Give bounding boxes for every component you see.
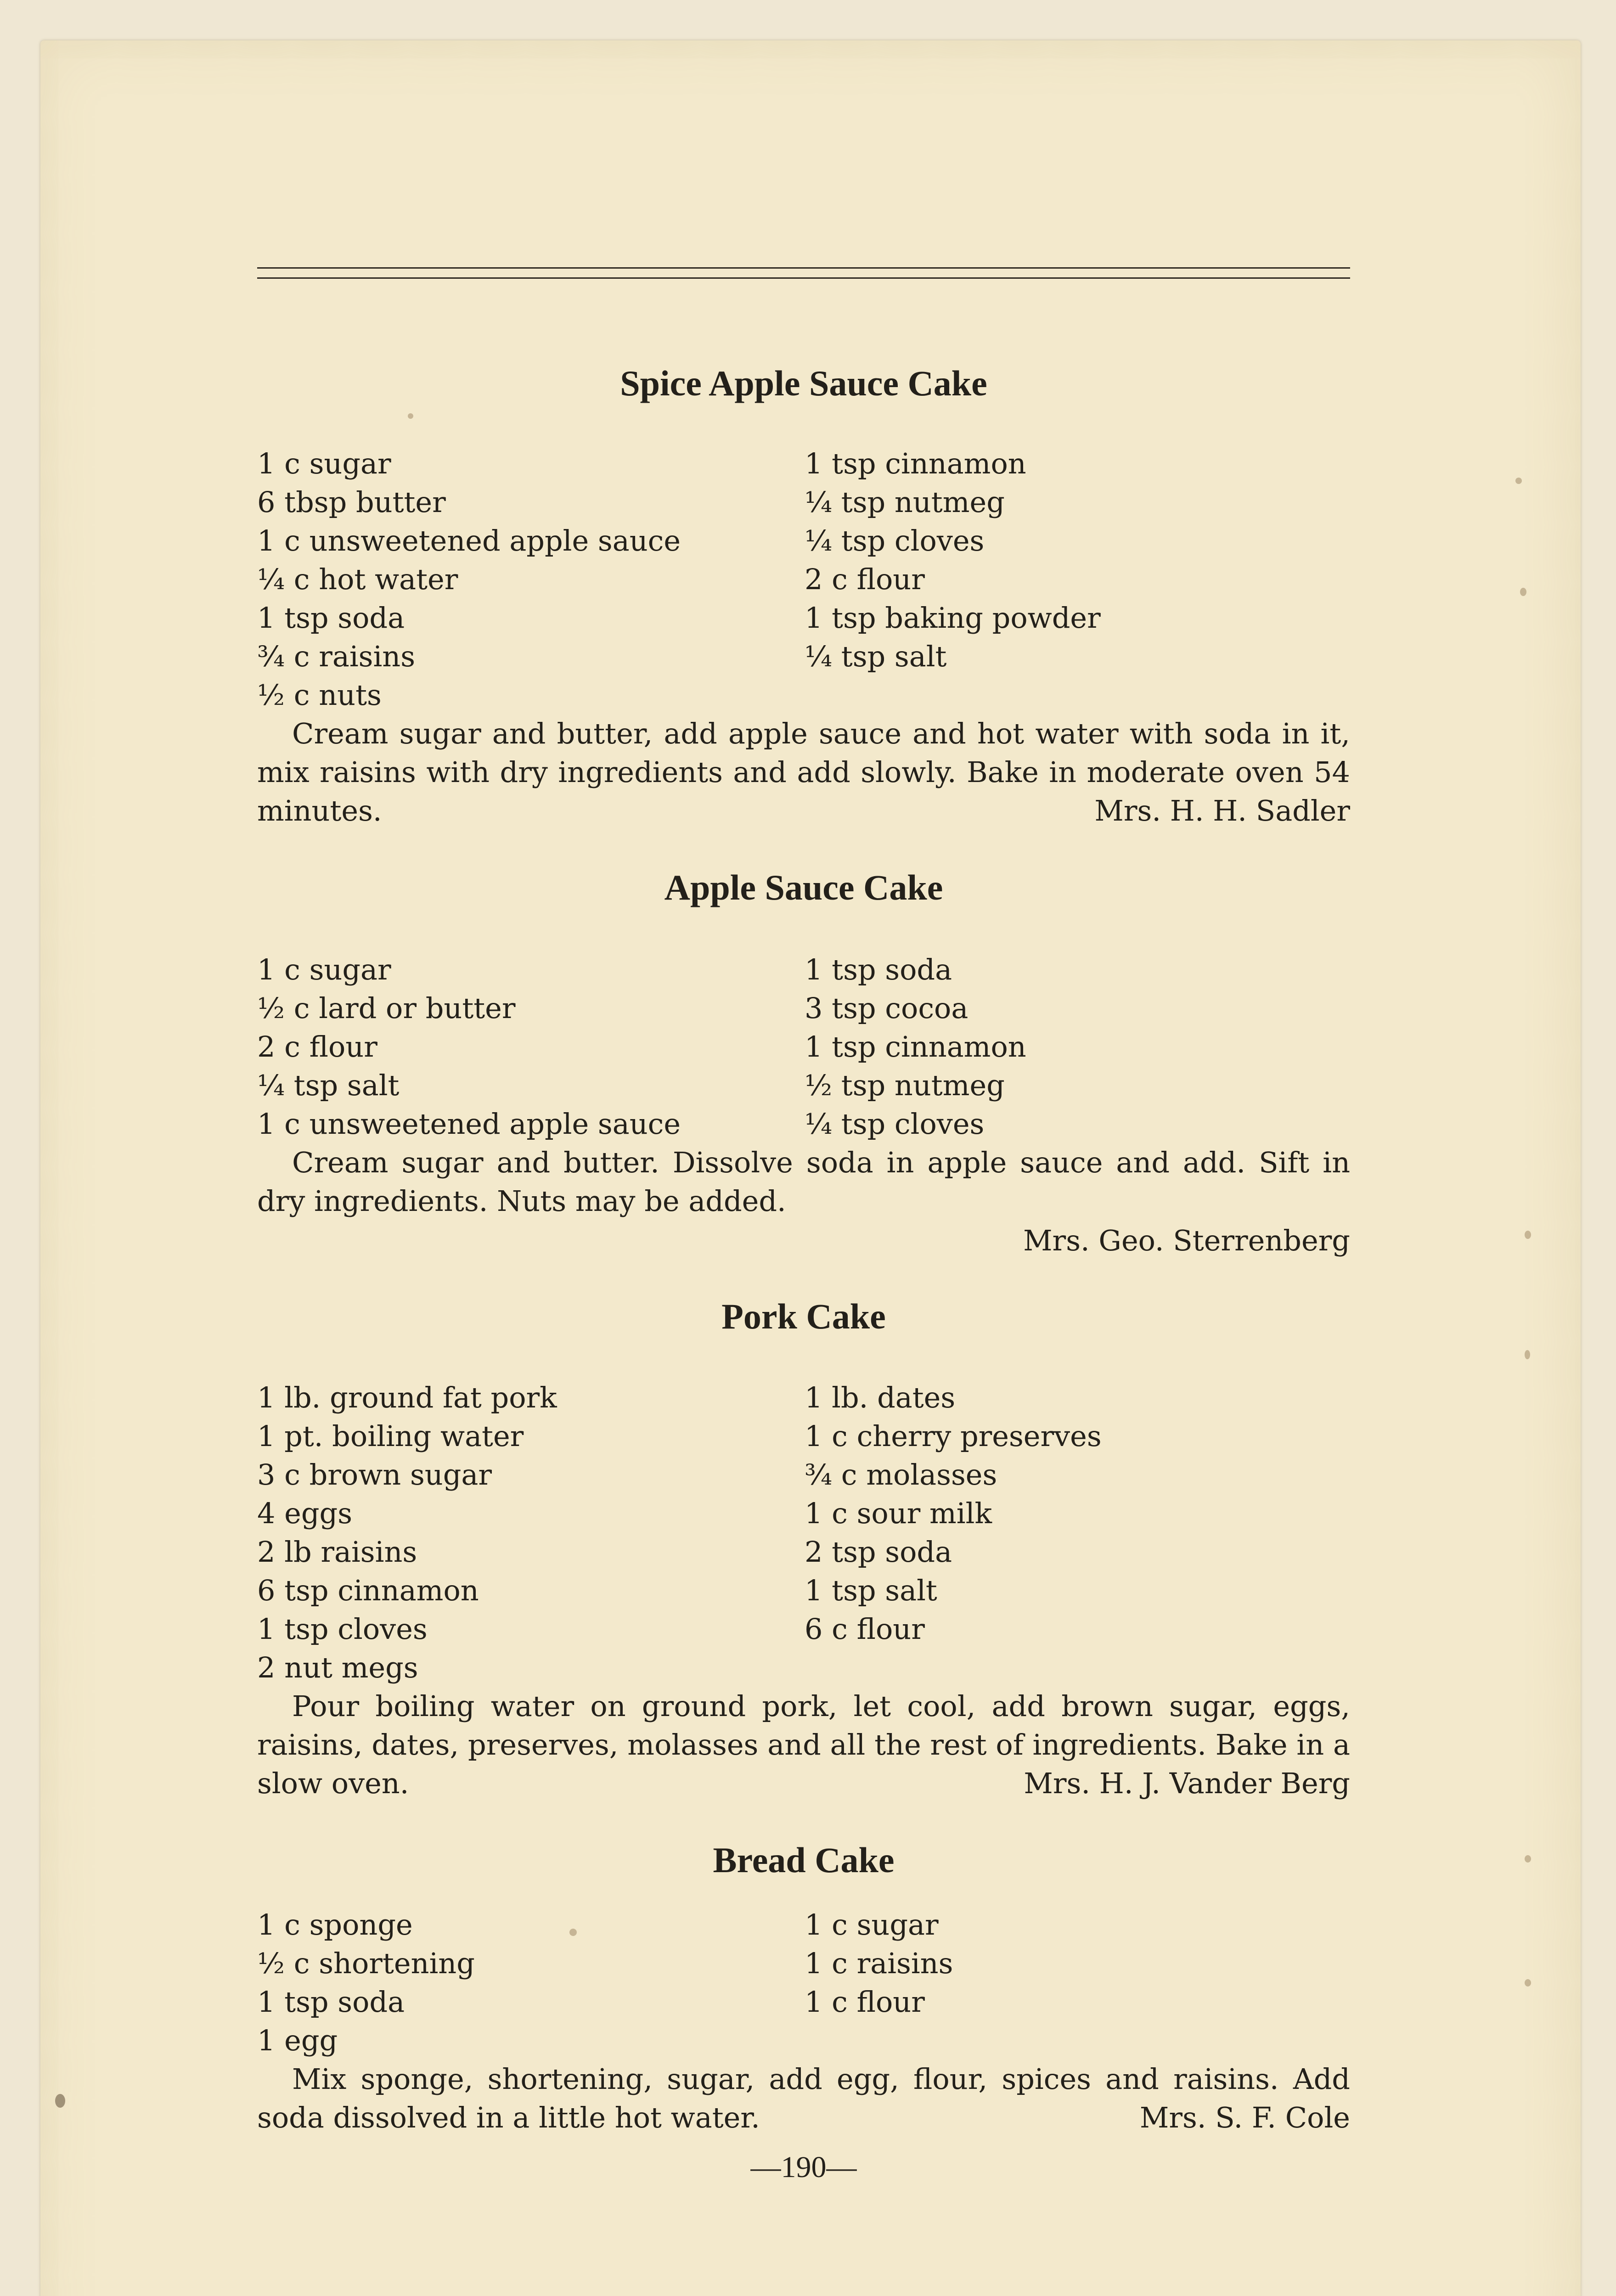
ingredient: 1 egg <box>257 2024 338 2057</box>
paper-speck <box>55 2094 65 2108</box>
recipe-author: Mrs. S. F. Cole <box>1139 2101 1350 2134</box>
ingredient: ½ c lard or butter <box>257 991 516 1025</box>
ingredient: 1 tsp cinnamon <box>805 1030 1026 1064</box>
directions-text: Pour boiling water on ground pork, let cool, add brown sugar, eggs, raisins, dates, preserves, molasses and all the rest of ingredients. Bake in a slow oven. <box>257 1689 1350 1800</box>
ingredient: 2 nut megs <box>257 1651 418 1684</box>
header-rule-bottom <box>257 277 1350 279</box>
ingredient: ¼ tsp salt <box>805 640 947 673</box>
ingredient: 2 tsp soda <box>805 1535 952 1569</box>
ingredient: 1 c raisins <box>805 1947 953 1980</box>
ingredient: 1 c sugar <box>805 1908 939 1941</box>
ingredient: 6 c flour <box>805 1612 925 1646</box>
recipe-title: Apple Sauce Cake <box>664 867 943 907</box>
paper-speck <box>569 1929 577 1936</box>
ingredient: 1 c sugar <box>257 447 391 480</box>
paper-speck <box>408 413 413 419</box>
paper-speck <box>1525 1855 1531 1863</box>
ingredient: 1 c sugar <box>257 953 391 986</box>
ingredient: 1 c cherry preserves <box>805 1419 1102 1453</box>
page-number: —190— <box>750 2150 857 2184</box>
directions-text: Mix sponge, shortening, sugar, add egg, flour, spices and raisins. Add soda dissolved in a little hot water. <box>257 2062 1350 2134</box>
directions-text: Cream sugar and butter, add apple sauce and hot water with soda in it, mix raisins with dry ingredients and add slowly. Bake in moderate oven 54 minutes. <box>257 717 1350 827</box>
ingredient: 1 c unsweetened apple sauce <box>257 524 681 557</box>
ingredient: 1 c flour <box>805 1985 925 2019</box>
paper-speck <box>1515 478 1522 484</box>
ingredient: ½ c shortening <box>257 1947 475 1980</box>
recipe-directions <box>257 1143 1350 1221</box>
ingredient: ½ tsp nutmeg <box>805 1069 1005 1102</box>
ingredient: 6 tbsp butter <box>257 485 446 519</box>
recipe-title: Pork Cake <box>721 1296 886 1336</box>
paper-speck <box>1525 1350 1530 1359</box>
paper-speck <box>1525 1979 1531 1986</box>
ingredient: ¼ tsp cloves <box>805 524 985 557</box>
ingredient: 6 tsp cinnamon <box>257 1574 479 1607</box>
ingredient: ¼ tsp cloves <box>805 1107 985 1141</box>
ingredient: 1 c sour milk <box>805 1497 992 1530</box>
ingredient: 1 tsp baking powder <box>805 601 1101 635</box>
ingredient: 1 lb. dates <box>805 1381 956 1414</box>
ingredient: 1 tsp salt <box>805 1574 937 1607</box>
ingredient: 3 tsp cocoa <box>805 991 968 1025</box>
ingredient: 1 pt. boiling water <box>257 1419 524 1453</box>
ingredient: 1 c sponge <box>257 1908 413 1941</box>
ingredient: 1 tsp soda <box>257 601 405 635</box>
recipe-directions <box>257 715 1350 830</box>
recipe-directions <box>257 1687 1350 1803</box>
recipe-directions <box>257 2060 1350 2137</box>
paper-speck <box>1520 588 1526 596</box>
paper-speck <box>1525 1231 1531 1239</box>
ingredient: ¼ tsp salt <box>257 1069 400 1102</box>
ingredient: ¾ c raisins <box>257 640 416 673</box>
ingredient: 1 tsp soda <box>805 953 952 986</box>
header-rule-top <box>257 267 1350 269</box>
ingredient: ¾ c molasses <box>805 1458 997 1491</box>
ingredient: 2 lb raisins <box>257 1535 417 1569</box>
ingredient: ¼ tsp nutmeg <box>805 485 1005 519</box>
directions-text: Cream sugar and butter. Dissolve soda in apple sauce and add. Sift in dry ingredients. Nuts may be added. <box>257 1146 1350 1218</box>
ingredient: 4 eggs <box>257 1497 353 1530</box>
ingredient: 2 c flour <box>257 1030 377 1064</box>
recipe-title: Spice Apple Sauce Cake <box>620 363 987 403</box>
ingredient: 2 c flour <box>805 563 925 596</box>
recipe-author: Mrs. Geo. Sterrenberg <box>1023 1224 1350 1257</box>
ingredient: 3 c brown sugar <box>257 1458 492 1491</box>
recipe-author: Mrs. H. J. Vander Berg <box>1024 1767 1350 1800</box>
ingredient: 1 tsp cloves <box>257 1612 428 1646</box>
recipe-title: Bread Cake <box>713 1840 895 1880</box>
recipe-author: Mrs. H. H. Sadler <box>1094 794 1350 827</box>
ingredient: 1 c unsweetened apple sauce <box>257 1107 681 1141</box>
ingredient: 1 tsp cinnamon <box>805 447 1026 480</box>
ingredient: 1 lb. ground fat pork <box>257 1381 557 1414</box>
ingredient: ¼ c hot water <box>257 563 458 596</box>
ingredient: 1 tsp soda <box>257 1985 405 2019</box>
ingredient: ½ c nuts <box>257 678 382 712</box>
